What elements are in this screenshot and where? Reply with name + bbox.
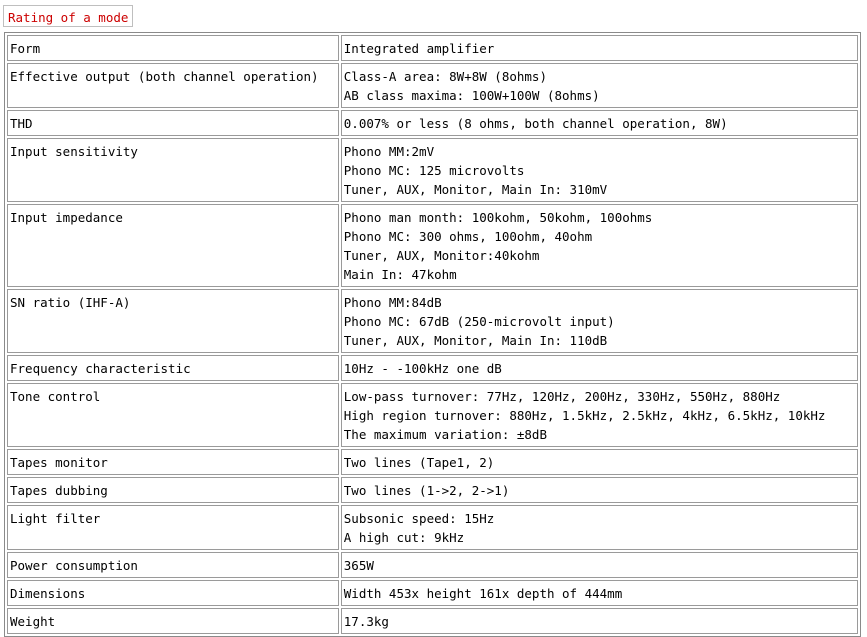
spec-value-line: Tuner, AUX, Monitor, Main In: 110dB <box>343 333 608 348</box>
spec-label: Tone control <box>7 383 339 447</box>
spec-value-line: 365W <box>343 558 374 573</box>
spec-value-line: Main In: 47kohm <box>343 267 457 282</box>
spec-value-line: High region turnover: 880Hz, 1.5kHz, 2.5kHz, 4kHz, 6.5kHz, 10kHz <box>343 408 826 423</box>
spec-value <box>341 355 858 381</box>
table-row <box>7 552 858 578</box>
table-row <box>7 35 858 61</box>
spec-value-line: Class-A area: 8W+8W (8ohms) <box>343 69 547 84</box>
spec-label: Weight <box>7 608 339 634</box>
spec-value-line: Two lines (1->2, 2->1) <box>343 483 510 498</box>
table-row <box>7 110 858 136</box>
spec-label: Input impedance <box>7 204 339 287</box>
spec-label: THD <box>7 110 339 136</box>
spec-label: Tapes dubbing <box>7 477 339 503</box>
spec-value-line: Width 453x height 161x depth of 444mm <box>343 586 623 601</box>
spec-value <box>341 477 858 503</box>
spec-value-line: The maximum variation: ±8dB <box>343 427 547 442</box>
spec-value <box>341 138 858 202</box>
spec-label: Frequency characteristic <box>7 355 339 381</box>
spec-value <box>341 35 858 61</box>
table-row <box>7 580 858 606</box>
page-heading: Rating of a mode <box>3 5 133 27</box>
spec-value-line: Low-pass turnover: 77Hz, 120Hz, 200Hz, 330Hz, 550Hz, 880Hz <box>343 389 781 404</box>
spec-value <box>341 449 858 475</box>
spec-label: Light filter <box>7 505 339 550</box>
spec-value-line: Phono man month: 100kohm, 50kohm, 100ohms <box>343 210 653 225</box>
spec-label: Form <box>7 35 339 61</box>
spec-value-line: Phono MM:2mV <box>343 144 435 159</box>
spec-value-line: Phono MM:84dB <box>343 295 442 310</box>
spec-value-line: Two lines (Tape1, 2) <box>343 455 495 470</box>
spec-value-line: Phono MC: 67dB (250-microvolt input) <box>343 314 615 329</box>
spec-value-line: AB class maxima: 100W+100W (8ohms) <box>343 88 600 103</box>
spec-label: Effective output (both channel operation) <box>7 63 339 108</box>
spec-value-line: Phono MC: 300 ohms, 100ohm, 40ohm <box>343 229 593 244</box>
spec-value-line: Subsonic speed: 15Hz <box>343 511 495 526</box>
spec-value <box>341 289 858 353</box>
spec-value <box>341 383 858 447</box>
spec-label: Power consumption <box>7 552 339 578</box>
table-row <box>7 355 858 381</box>
spec-value-line: 10Hz - -100kHz one dB <box>343 361 502 376</box>
spec-value-line: Tuner, AUX, Monitor, Main In: 310mV <box>343 182 608 197</box>
spec-value <box>341 204 858 287</box>
spec-value-line: 17.3kg <box>343 614 389 629</box>
table-row <box>7 383 858 447</box>
spec-value <box>341 580 858 606</box>
spec-value <box>341 110 858 136</box>
spec-value-line: Phono MC: 125 microvolts <box>343 163 525 178</box>
spec-value-line: A high cut: 9kHz <box>343 530 465 545</box>
table-row <box>7 608 858 634</box>
spec-label: Dimensions <box>7 580 339 606</box>
spec-value <box>341 552 858 578</box>
spec-value-line: Integrated amplifier <box>343 41 495 56</box>
spec-value-line: Tuner, AUX, Monitor:40kohm <box>343 248 540 263</box>
spec-label: Input sensitivity <box>7 138 339 202</box>
table-row <box>7 204 858 287</box>
spec-value <box>341 63 858 108</box>
spec-table-body <box>7 35 858 634</box>
table-row <box>7 449 858 475</box>
spec-table <box>4 32 861 637</box>
table-row <box>7 138 858 202</box>
table-row <box>7 477 858 503</box>
spec-value <box>341 608 858 634</box>
spec-value-line: 0.007% or less (8 ohms, both channel operation, 8W) <box>343 116 728 131</box>
spec-value <box>341 505 858 550</box>
table-row <box>7 289 858 353</box>
table-row <box>7 505 858 550</box>
spec-label: Tapes monitor <box>7 449 339 475</box>
table-row <box>7 63 858 108</box>
spec-label: SN ratio (IHF-A) <box>7 289 339 353</box>
